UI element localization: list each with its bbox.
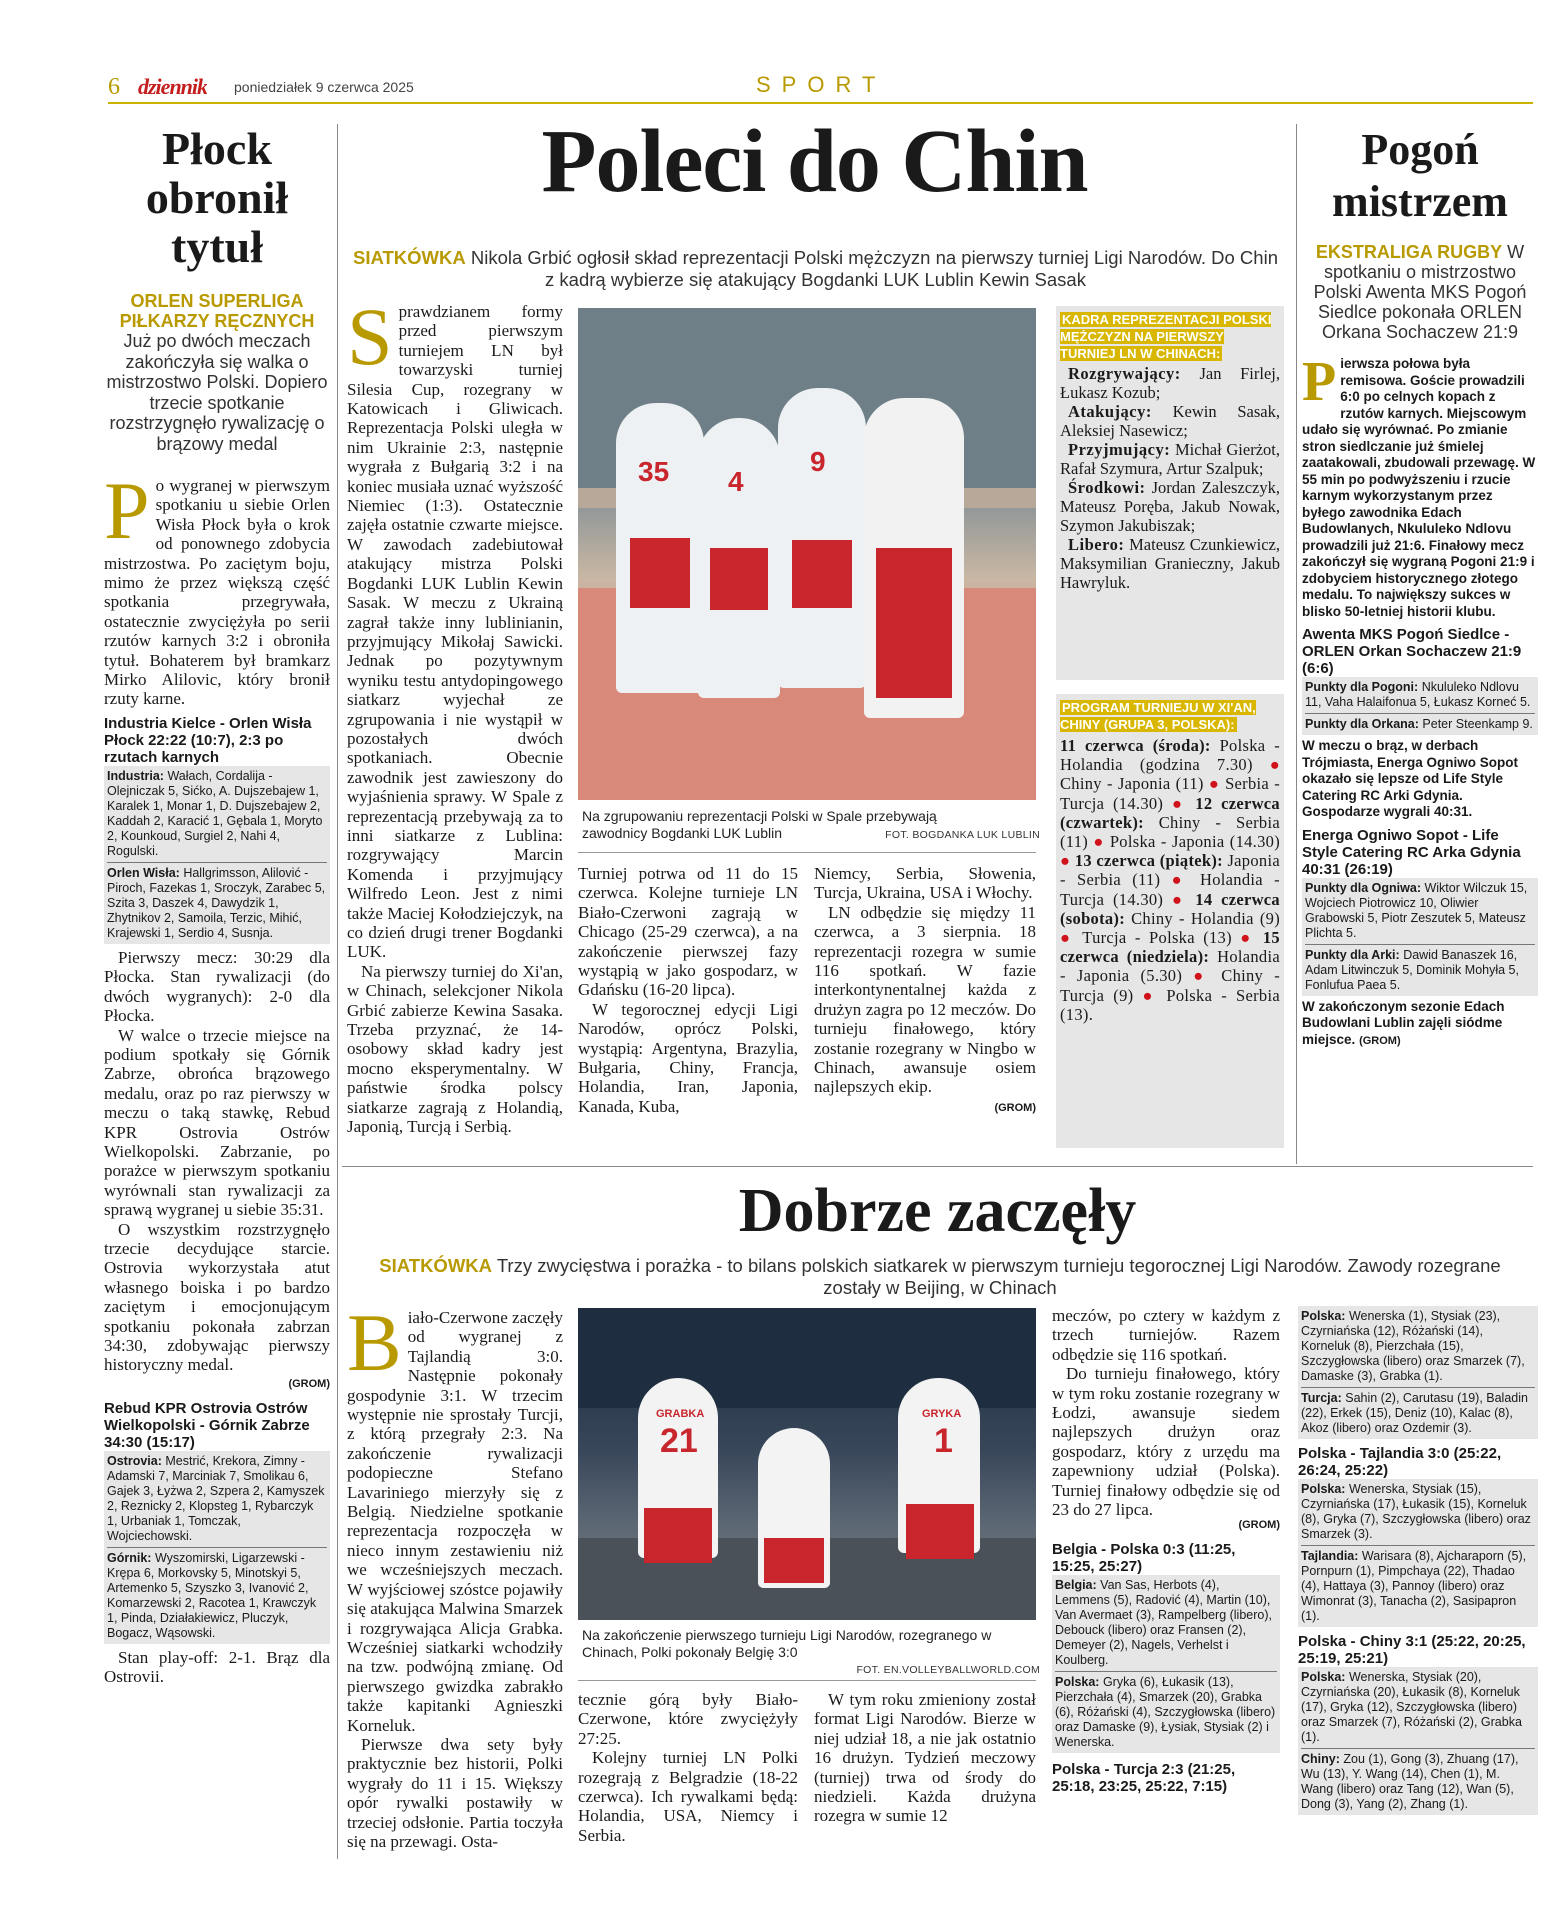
column-divider [337,124,338,1164]
squad-entry [1060,364,1280,402]
result-box [104,1451,330,1644]
schedule-list: 11 czerwca (środa): Polska - Holandia (godzina 7.30) ● Chiny - Japonia (11) ● Serbia - Turcja (14.30) ● 12 czerwca (czwartek): Chiny - Serbia (11) ● Polska - Japonia (14.30) ● 13 czerwca (piątek): Japonia - Serbia (11) ● Holandia - Turcja (14.30) ● 14 czerwca (sobota): Chiny - Holandia (9) ● Turcja - Polska (13) ● 15 czerwca (niedziela): Holandia - Japonia (5.30) ● Chiny - Turcja (9) ● Polska - Serbia (13). [1060,736,1280,1024]
schedule-date: 13 czerwca (piątek): [1074,851,1223,871]
masthead-logo: dziennik [138,74,208,99]
page-number: 6 [108,74,120,100]
box-heading: PROGRAM TURNIEJU W XI'AN, CHINY (GRUPA 3, POLSKA): [1060,700,1256,732]
issue-date: poniedziałek 9 czerwca 2025 [234,79,414,95]
result-box [1052,1575,1280,1753]
result-box [1302,677,1538,735]
result-box [1298,1479,1538,1627]
lineup: Industria: Wałach, Cordalija - Olejniczak 5, Sićko, A. Dujszebajew 1, Karalek 1, Monar 1, D. Dujszebajew 2, Kaddah 2, Karacić 1, Gębala 1, Moryto 2, Kounkoud, Surgiel 2, Nahi 4, Rogulski. [107,768,323,858]
paragraph: iało-Czerwone zaczęły od wygranej z Tajlandią 3:0. Następnie pokonały gospodynie 3:1. W trzecim występnie nie sprostały Turcji, z którą przegrały 2:3. Na zakończenie rywalizacji podopieczne Stefano Lavariniego mierzyły się z Belgią. Niedzielne spotkanie reprezentacja rozpoczęła w nieco innym zestawieniu niż we wcześniejszych meczach. W wyjściowej szóstce pojawiły się atakująca Malwina Smarzek i rozgrywająca Alicja Grabka. Wcześniej siatkarki wchodziły na tzw. podwójną zmianę. Od pierwszego gwizdka zabrakło także kapitanki Agnieszki Korneluk. [347,1308,563,1735]
lineup: Górnik: Wyszomirski, Ligarzewski - Krępa 6, Morkovsky 5, Minotskyi 5, Artemenko 5, Szyszko 3, Ivanović 2, Komarzewski 2, Racotea 1, Krawczyk 1, Pinda, Działakiewicz, Pluczyk, Bogacz, Wąsowski. [107,1550,317,1640]
squad-entry [1060,440,1280,478]
bottom-kicker: SIATKÓWKA [379,1255,492,1276]
left-kicker: ORLEN SUPERLIGA PIŁKARZY RĘCZNYCH [119,291,315,331]
result-box [1298,1667,1538,1815]
jersey-number: 21 [660,1422,698,1460]
page-header [108,72,1548,102]
paragraph: prawdzianem formy przed pierwszym turniejem LN był towarzyski turniej Silesia Cup, rozegrany w Katowicach i Gliwicach. Reprezentacja Polski uległa w nim Ukrainie 2:3, następnie wygrała z Bułgarią 3:2 i na koniec musiała uznać wyższość Niemiec (1:3). Ostatecznie zajęła ostatnie czwarte miejsce. W zawodach zadebiutował atakujący mistrza Polski Bogdanki LUK Lublin Kewin Sasak. W meczu z Ukrainą zagrał także inny lublinianin, przyjmujący Mikołaj Sawicki. Jednak po pozytywnym wyniku testu antydopingowego siatkarz wyjechał ze zgrupowania i nie wystąpił w pozostałych dwóch spotkaniach. Obecnie zawodnik jest zawieszony do wyjaśnienia sprawy. W Spale z reprezentacją przebywają za to inni siatkarze z Lublina: rozgrywający Marcin Komenda i przyjmujący Wilfredo Leon. Jest z nimi także Maciej Kołodziejczyk, na co dzień drugi trener Bogdanki LUK. [347,302,563,962]
author-signature: (GROM) [1238,1519,1280,1532]
result-heading: Energa Ogniwo Sopot - Life Style Catering RC Arka Gdynia 40:31 (26:19) [1302,826,1521,878]
squad-entry [1060,478,1280,535]
schedule-box [1056,694,1284,1148]
left-article [104,124,330,1859]
photo-caption: Na zgrupowaniu reprezentacji Polski w Spale przebywają zawodnicy Bogdanki LUK Lublin [582,808,937,841]
squad-names: Jordan Zaleszczyk, Mateusz Poręba, Jakub Nowak, Szymon Jakubiszak; [1060,478,1280,535]
right-body [1302,351,1538,620]
bottom-column-2 [578,1690,798,1858]
column-divider [337,1164,338,1859]
paragraph: W zakończonym sezonie Edach Budowlani Lublin zajęli siódme miejsce. (GROM) [1302,998,1505,1047]
bottom-column-3 [814,1690,1036,1858]
paragraph: Kolejny turniej LN Polki rozegrają z Belgradzie (18-22 czerwca). Ich rywalkami będą: Holandia, USA, Niemcy i Serbia. [578,1748,798,1845]
column-divider [1296,124,1297,1164]
section-rule [342,1166,1533,1167]
main-column-2 [578,864,798,1154]
result-box [1302,878,1538,996]
paragraph: Pierwsze dwa sety były praktycznie bez historii, Polki wygrały do 11 i 15. Większy opór rywalki postawiły w trzeciej odsłonie. Partia toczyła się na przewagi. Osta- [347,1734,563,1851]
bottom-column-1 [347,1308,563,1858]
squad-names: Jan Firlej, Łukasz Kozub; [1060,364,1280,402]
scorers: Punkty dla Pogoni: Nkululeko Ndlovu 11, Vaha Halaifonua 5, Łukasz Korneć 5. [1305,680,1531,709]
paragraph: Niemcy, Serbia, Słowenia, Turcja, Ukraina, USA i Włochy. [814,864,1036,903]
right-lead: EKSTRALIGA RUGBY W spotkaniu o mistrzostwo Polski Awenta MKS Pogoń Siedlce pokonała ORLEN Orkana Sochaczew 21:9 [1313,242,1527,342]
jersey-number: 1 [934,1422,953,1460]
result-heading: Rebud KPR Ostrovia Ostrów Wielkopolski - Górnik Zabrze 34:30 (15:17) [104,1399,310,1451]
photo-caption: Na zakończenie pierwszego turnieju Ligi Narodów, rozegranego w Chinach, Polki pokonały Belgię 3:0 [582,1627,992,1660]
paragraph: W walce o trzecie miejsce na podium spotkały się Górnik Zabrze, obrońca brązowego medalu, oraz po raz pierwszy w meczu o taką stawkę, Rebud KPR Ostrovia Ostrów Wielkopolski. Zabrzanie, po porażce w pierwszym spotkaniu wyrównali stan rywalizacji za sprawą wygranej u siebie 35:31. [104,1025,330,1220]
schedule-date: 14 czerwca (sobota): [1060,889,1280,928]
drop-cap: B [347,1308,402,1388]
bottom-column-4 [1052,1306,1280,1858]
jersey-name: GRABKA [656,1408,705,1420]
squad-role: Atakujący: [1068,402,1152,421]
lineup: Orlen Wisła: Hallgrimsson, Alilović - Piroch, Fazekas 1, Sroczyk, Zarabec 5, Szita 3, Daszek 4, Dawydzik 1, Zhytnikov 2, Samoila, Terzic, Mihić, Krajewski 1, Serdio 4, Susnja. [107,865,326,940]
scorers: Punkty dla Arki: Dawid Banaszek 16, Adam Litwinczuk 5, Dominik Mohyła 5, Fonlufua Paea 5. [1305,947,1519,992]
photo-credit: FOT. BOGDANKA LUK LUBLIN [885,829,1040,841]
team-photo [578,308,1036,800]
result-heading: Belgia - Polska 0:3 (11:25, 15:25, 25:27) [1052,1541,1236,1576]
photo-credit: FOT. EN.VOLLEYBALLWORLD.COM [856,1664,1040,1676]
scorers: Punkty dla Orkana: Peter Steenkamp 9. [1305,717,1533,731]
result-box [104,766,330,944]
drop-cap: S [347,302,393,382]
author-signature: (GROM) [1359,1034,1401,1047]
result-heading: Polska - Chiny 3:1 (25:22, 20:25, 25:19, 25:21) [1298,1633,1526,1667]
result-heading: Awenta MKS Pogoń Siedlce - ORLEN Orkan Sochaczew 21:9 (6:6) [1302,626,1522,677]
paragraph: o wygranej w pierwszym spotkaniu u siebie Orlen Wisła Płock była o krok od ponownego zdobycia mistrzostwa. Po zaciętym boju, mimo że przez większą część spotkania przegrywała, ostatecznie zwyciężyła po serii rzutów karnych 3:2 i obroniła tytuł. Bohaterem był bramkarz Mirko Alilovic, który bronił rzuty karne. [104,476,330,709]
result-heading: Industria Kielce - Orlen Wisła Płock 22:22 (10:7), 2:3 po rzutach karnych [104,714,312,766]
bottom-headline: Dobrze zaczęły [738,1177,1137,1245]
lineup: Ostrovia: Mestrić, Krekora, Zimny - Adamski 7, Marciniak 7, Smolikau 6, Gajek 3, Łyżwa 2, Szpera 2, Kamyszek 2, Reznicky 2, Klopsteg 1, Rybarczyk 1, Urbaniak 1, Tomczak, Wojciechowski. [107,1453,325,1543]
paragraph: ierwsza połowa była remisowa. Goście prowadzili 6:0 po celnych kopach z rzutów karnych. Miejscowym udało się wyrównać. Po zmianie stron siedlczanie już śmielej zaatakowali, zbudowali przewagę. W 55 min po podwyższeniu i rzucie karnym wykorzystanym przez byłego zawodnika Edach Budowlanych, Nkululeko Ndlovu prowadzili już 21:6. Finałowy mecz zakończył się wygraną Pogoni 21:9 i zdobyciem historycznego złotego medalu. To największy sukces w blisko 50-letniej historii klubu. [1302,356,1536,619]
section-label: SPORT [756,72,887,97]
squad-list [1060,364,1280,592]
paragraph: Pierwszy mecz: 30:29 dla Płocka. Stan rywalizacji (do dwóch wygranych): 2-0 dla Płocka. [104,947,330,1026]
result-heading: Polska - Turcja 2:3 (21:25, 25:18, 23:25, 25:22, 7:15) [1052,1761,1236,1796]
squad-entry [1060,535,1280,592]
squad-entry [1060,402,1280,440]
squad-names: Mateusz Czunkiewicz, Maksymilian Granieczny, Jakub Hawryluk. [1060,535,1280,592]
paragraph: O wszystkim rozstrzygnęło trzecie decydujące starcie. Ostrovia wykorzystała atut własnego boiska i po bardzo zaciętym i emocjonującym spotkaniu pokonała zabrzan 34:30, zdobywając pierwszy historyczny medal. [104,1219,330,1375]
squad-role: Libero: [1068,535,1125,554]
lineup: Polska: Wenerska, Stysiak (20), Czyrniańska (20), Łukasik (8), Korneluk (17), Gryka (12), Szczygłowska (libero) oraz Smarzek (7), Różański (2), Grabka (1). [1301,1670,1522,1744]
left-body [104,465,330,709]
lineup: Chiny: Zou (1), Gong (3), Zhuang (17), Wu (13), Y. Wang (14), Chen (1), M. Wang (libero) oraz Tang (12), Wan (5), Dong (3), Yang (2), Zhang (1). [1301,1752,1519,1811]
drop-cap: P [104,465,150,556]
paragraph: tecznie górą były Biało-Czerwone, które zwyciężyły 27:25. [578,1690,798,1748]
caption-rule [578,852,1036,853]
lineup: Tajlandia: Warisara (8), Ajcharaporn (5), Pornpurn (1), Pimpchaya (22), Thadao (4), Hattaya (3), Pannoy (libero) oraz Wimonrat (3), Tanacha (2), Sasipapron (1). [1301,1549,1527,1623]
box-heading: KADRA REPREZENTACJI POLSKI MĘŻCZYZN NA PIERWSZY TURNIEJ LN W CHINACH: [1060,312,1272,361]
left-lead: Już po dwóch meczach zakończyła się walka o mistrzostwo Polski. Dopiero trzecie spotkanie rozstrzygnęło rywalizację o brązowy medal [106,331,328,454]
bottom-lead: SIATKÓWKA Trzy zwycięstwa i porażka - to bilans polskich siatkarek w pierwszym turnieju tegorocznej Ligi Narodów. Zawody rozegrane zostały w Beijing, w Chinach [379,1255,1501,1298]
drop-cap: P [1302,351,1337,413]
left-headline: Płock obronił tytuł [145,124,289,272]
author-signature: (GROM) [994,1101,1036,1114]
paragraph: meczów, po cztery w każdym z trzech turniejów. Razem odbędzie się 116 spotkań. [1052,1306,1280,1364]
jersey-number: 9 [810,446,826,477]
main-lead: SIATKÓWKA Nikola Grbić ogłosił skład reprezentacji Polski mężczyzn na pierwszy turniej Ligi Narodów. Do Chin z kadrą wybierze się atakujący Bogdanki LUK Lublin Kewin Sasak [353,247,1278,290]
schedule-date: 11 czerwca (środa): [1060,736,1211,755]
author-signature: (GROM) [288,1377,330,1390]
scorers: Punkty dla Ogniwa: Wiktor Wilczuk 15, Wojciech Piotrowicz 10, Oliwier Grabowski 5, Piotr Zeszutek 5, Mateusz Plichta 5. [1305,880,1528,940]
squad-role: Przyjmujący: [1068,440,1171,459]
lineup: Turcja: Sahin (2), Carutasu (19), Baladin (22), Erkek (15), Deniz (10), Kalac (8), Akoz (libero) oraz Ozdemir (3). [1301,1391,1528,1435]
squad-role: Rozgrywający: [1068,364,1181,383]
result-box [1298,1306,1538,1439]
main-column-1 [347,302,563,1154]
paragraph: Na pierwszy turniej do Xi'an, w Chinach, selekcjoner Nikola Grbić zabierze Kewina Sasaka. Trzeba przyznać, że 14-osobowy skład kadry jest mocno eksperymentalny. W państwie środka polscy siatkarze zagrają z Holandią, Japonią, Turcją i Serbią. [347,961,563,1137]
bottom-column-5 [1298,1306,1538,1858]
squad-names: Kewin Sasak, Aleksiej Nasewicz; [1060,402,1280,440]
right-headline: Pogoń mistrzem [1332,125,1508,226]
paragraph: LN odbędzie się między 11 czerwca, a 3 sierpnia. 18 reprezentacji rozegra w sumie 116 spotkań. W fazie interkontynentalnej każda z drużyn zagra po 12 meczów. Do turnieju finałowego, który zostanie rozegrany w Ningbo w Chinach, awansuje osiem najlepszych ekip. [814,902,1036,1097]
paragraph: Turniej potrwa od 11 do 15 czerwca. Kolejne turnieje LN Biało-Czerwoni zagrają w Chicago (25-29 czerwca), a na zakończenie pierwszej fazy wystąpią w jako gospodarz, w Gdańsku (16-20 lipca). [578,864,798,1000]
jersey-name: GRYKA [922,1408,962,1420]
paragraph: W tegorocznej edycji Ligi Narodów, oprócz Polski, wystąpią: Argentyna, Brazylia, Bułgaria, Chiny, Francja, Holandia, Iran, Japonia, Kanada, Kuba, [578,999,798,1116]
paragraph: Stan play-off: 2-1. Brąz dla Ostrovii. [104,1647,330,1687]
header-rule [108,102,1533,104]
main-headline: Poleci do Chin [541,112,1088,211]
paragraph: Do turnieju finałowego, który w tym roku zostanie rozegrany w Łodzi, awansuje siedem najlepszych drużyn oraz gospodarz, który z urzędu ma zapewniony udział (Polska). Turniej finałowy odbędzie się od 23 do 27 lipca. [1052,1364,1280,1520]
squad-box [1056,306,1284,680]
jersey-number: 35 [638,456,670,487]
main-kicker: SIATKÓWKA [353,247,466,268]
schedule-date: 15 czerwca (niedziela): [1060,928,1280,967]
caption-rule [578,1680,1036,1681]
match-photo [578,1308,1036,1620]
paragraph: W tym roku zmieniony został format Ligi Narodów. Bierze w niej udział 18, a nie jak ostatnio 16 drużyn. Tydzień meczowy (turniej) trwa od środy do niedzieli. Każda drużyna rozegra w sumie 12 [814,1690,1036,1826]
result-heading: Polska - Tajlandia 3:0 (25:22, 26:24, 25:22) [1298,1445,1502,1479]
schedule-date: 12 czerwca (czwartek): [1060,793,1280,832]
paragraph: W meczu o brąz, w derbach Trójmiasta, Energa Ogniwo Sopot okazało się lepsze od Life Style Catering RC Arki Gdynia. Gospodarze wygrali 40:31. [1302,738,1519,819]
lineup: Polska: Wenerska (1), Stysiak (23), Czyrniańska (12), Różański (14), Korneluk (8), Pierzchała (15), Szczygłowska (libero) oraz Smarzek (7), Damaske (3), Grabka (1). [1301,1309,1525,1383]
right-kicker: EKSTRALIGA RUGBY [1315,242,1503,262]
lineup: Polska: Wenerska, Stysiak (15), Czyrniańska (17), Łukasik (15), Korneluk (8), Gryka (7), Szczygłowska (libero) oraz Smarzek (3). [1301,1482,1531,1541]
squad-names: Michał Gierżot, Rafał Szymura, Artur Szalpuk; [1060,440,1280,478]
lineup: Polska: Gryka (6), Łukasik (13), Pierzchała (4), Smarzek (20), Grabka (6), Różański (4), Szczygłowska (libero) oraz Damaske (9), Łysiak, Stysiak (2) i Wenerska. [1055,1675,1276,1750]
main-column-3 [814,864,1036,1154]
jersey-number: 4 [728,466,744,497]
lineup: Belgia: Van Sas, Herbots (4), Lemmens (5), Radović (4), Martin (10), Van Avermaet (3), Rampelberg (libero), Debouck (libero) oraz Fransen (2), Demeyer (2), Nagels, Verhelst i Koulberg. [1055,1578,1272,1668]
right-article [1302,124,1538,1164]
squad-role: Środkowi: [1068,478,1146,497]
